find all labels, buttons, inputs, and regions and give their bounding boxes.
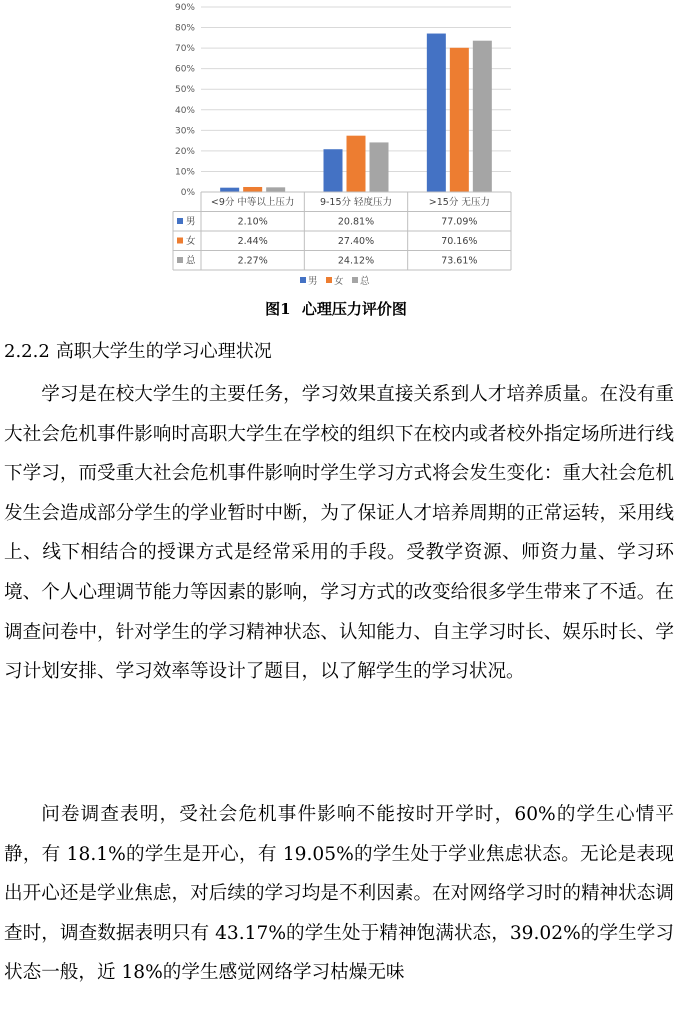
data-label: 2.10% — [237, 216, 268, 228]
y-tick-label: 60% — [174, 64, 195, 75]
y-tick-label: 20% — [174, 146, 195, 157]
legend-key — [177, 218, 183, 224]
category-label: <9分 中等以上压力 — [210, 197, 295, 208]
figure-caption-text: 心理压力评价图 — [301, 300, 407, 318]
figure-caption — [0, 298, 678, 319]
series-label: 女 — [186, 236, 196, 247]
bar — [450, 48, 469, 192]
legend-swatch — [352, 277, 358, 283]
data-label: 70.16% — [441, 236, 478, 247]
bar — [427, 34, 446, 192]
bar — [243, 187, 262, 192]
series-label: 男 — [186, 216, 196, 228]
bar — [473, 41, 492, 192]
data-label: 20.81% — [337, 216, 375, 228]
y-tick-label: 30% — [174, 126, 195, 137]
data-label: 77.09% — [441, 216, 478, 228]
y-tick-label: 90% — [174, 3, 195, 13]
y-tick-label: 0% — [180, 188, 195, 198]
data-label: 2.44% — [237, 236, 268, 247]
section-heading — [4, 337, 278, 363]
section-number: 2.2.2 — [4, 341, 50, 362]
y-tick-label: 50% — [174, 85, 195, 96]
section-title: 高职大学生的学习心理状况 — [55, 341, 272, 362]
category-label: 9-15分 轻度压力 — [319, 197, 393, 208]
legend-label: 总 — [360, 276, 370, 287]
bar — [324, 149, 343, 192]
category-label: >15分 无压力 — [428, 197, 490, 208]
data-label: 73.61% — [441, 255, 478, 267]
stress-evaluation-chart — [0, 0, 678, 296]
legend-swatch — [300, 277, 306, 283]
y-tick-label: 80% — [174, 23, 195, 34]
legend-label: 男 — [308, 276, 318, 287]
legend-key — [177, 238, 183, 244]
paragraph-survey-results: 问卷调查表明，受社会危机事件影响不能按时开学时，60%的学生心情平静，有 18.1%的学生是开心，有 19.05%的学生处于学业焦虑状态。无论是表现出开心还是学业焦虑，对后续的学习均是不利因素。在对网络学习时的精神状态调查时，调查数据表明只有 43.17%的学生处于精神饱满状态，39.02%的学生学习状态一般，近 18%的学生感觉网络学习枯燥无味 — [4, 804, 674, 984]
legend-key — [177, 257, 183, 263]
data-label: 2.27% — [237, 255, 268, 267]
series-label: 总 — [186, 255, 196, 267]
legend-label: 女 — [334, 276, 344, 287]
data-label: 24.12% — [337, 255, 375, 267]
bar — [347, 136, 366, 192]
y-tick-label: 10% — [174, 167, 195, 178]
bar — [370, 142, 389, 192]
figure-number: 图1 — [265, 300, 291, 318]
y-tick-label: 70% — [174, 44, 195, 55]
paragraph-learning-task: 学习是在校大学生的主要任务，学习效果直接关系到人才培养质量。在没有重大社会危机事件影响时高职大学生在学校的组织下在校内或者校外指定场所进行线下学习，而受重大社会危机事件影响时学生学习方式将会发生变化：重大社会危机发生会造成部分学生的学业暂时中断，为了保证人才培养周期的正常运转，采用线上、线下相结合的授课方式是经常采用的手段。受教学资源、师资力量、学习环境、个人心理调节能力等因素的影响，学习方式的改变给很多学生带来了不适。在调查问卷中，针对学生的学习精神状态、认知能力、自主学习时长、娱乐时长、学习计划安排、学习效率等设计了题目，以了解学生的学习状况。 — [4, 384, 674, 683]
legend-swatch — [326, 277, 332, 283]
bar — [266, 187, 285, 192]
y-tick-label: 40% — [174, 105, 195, 116]
data-label: 27.40% — [337, 236, 375, 247]
bar — [220, 188, 239, 192]
